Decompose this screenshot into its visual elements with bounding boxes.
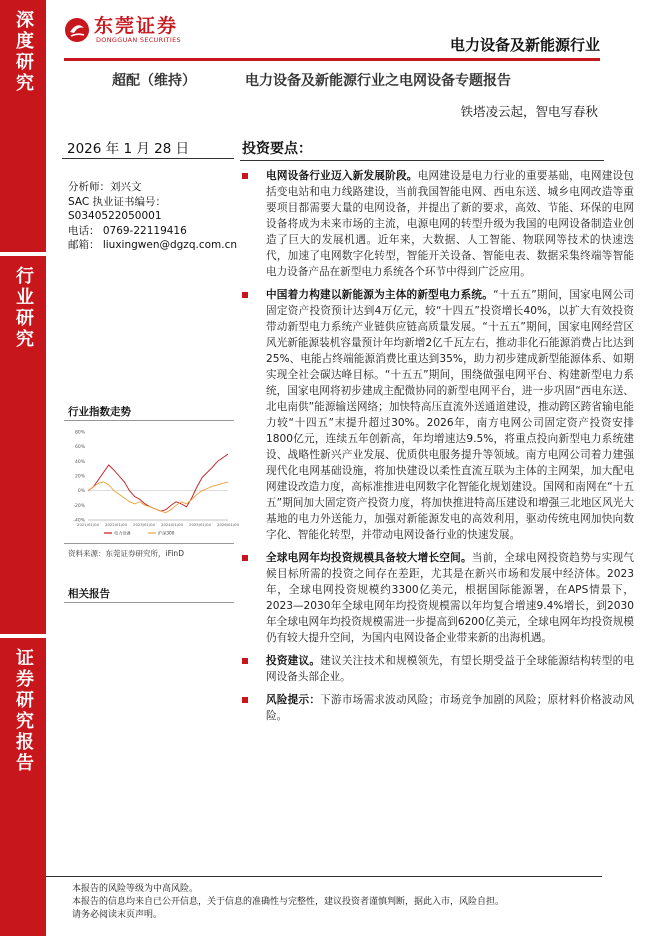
paragraph-lead: 电网设备行业迈入新发展阶段。 xyxy=(266,170,418,182)
sac-label: SAC 执业证书编号： xyxy=(68,195,167,208)
legend-label: 沪深300 xyxy=(158,530,175,536)
series-line xyxy=(88,482,228,513)
key-point-paragraph xyxy=(240,653,634,685)
industry-header: 电力设备及新能源行业 xyxy=(449,36,600,54)
bullet-icon xyxy=(242,697,248,703)
analyst-email: 邮箱： liuxingwen@dgzq.com.cn xyxy=(68,239,238,252)
x-tick-label: 2022/01/04 xyxy=(105,522,127,527)
x-tick-label: 2023/01/04 xyxy=(133,522,155,527)
analyst-name: 分析师：刘兴文 xyxy=(68,181,142,193)
related-reports-title: 相关报告 xyxy=(68,588,110,600)
footer-line: 本报告的风险等级为中高风险。 xyxy=(72,884,199,894)
header-divider xyxy=(64,58,600,61)
series-line xyxy=(88,454,228,511)
sidebar-deep-research xyxy=(0,0,46,252)
logo-text: 东莞证券 xyxy=(94,15,179,37)
keypoints-divider xyxy=(240,160,604,161)
y-tick-label: 0% xyxy=(77,489,85,495)
key-points-title: 投资要点： xyxy=(242,141,312,157)
company-logo xyxy=(64,16,181,44)
bullet-icon xyxy=(242,555,248,561)
sac-number: S0340522050001 xyxy=(68,210,162,223)
logo-mark-icon xyxy=(64,17,90,43)
bullet-icon xyxy=(242,292,248,298)
paragraph-text: 建议关注技术和规模领先，有望长期受益于全球能源结构转型的电网设备头部企业。 xyxy=(266,655,635,683)
footer-divider xyxy=(46,876,602,877)
legend-label: 电力设备 xyxy=(114,530,131,536)
analyst-info xyxy=(68,180,238,253)
sidebar-securities-report xyxy=(0,638,46,936)
chart-source: 资料来源：东莞证券研究所，iFinD xyxy=(68,549,184,558)
paragraph-lead: 投资建议。 xyxy=(266,655,321,667)
y-tick-label: 80% xyxy=(74,430,85,436)
y-tick-label: 20% xyxy=(74,474,85,480)
sidebar-label: 证券研究报告 xyxy=(13,648,34,774)
paragraph-text: 电网建设是电力行业的重要基础，电网建设包括变电站和电力线路建设，当前我国智能电网、西电东送、城乡电网改造等重要项目都需要大量的电网设备，并提出了新的要求，高效、节能、环保的电网设备将成为未来市场的主流，电源电网的转型升级为我国的电网设备制造业创造了巨大的发展机遇。近年来，大数据、人工智能、物联网等技术的快速迭代，加速了电网数字化转型，智能开关设备、智能电表、数据采集终端等智能电力设备产品在新型电力系统各个环节中得到广泛应用。 xyxy=(266,170,635,278)
bullet-icon xyxy=(242,658,248,664)
chart-bottom-divider xyxy=(64,543,234,544)
y-tick-label: 40% xyxy=(74,459,85,465)
paragraph-text: 下游市场需求波动风险；市场竞争加剧的风险；原材料价格波动风险。 xyxy=(266,694,635,722)
logo-subtext: DONGGUAN SECURITIES xyxy=(96,36,181,44)
x-tick-label: 2021/01/04 xyxy=(77,522,99,527)
key-point-paragraph xyxy=(240,692,634,724)
sidebar-label: 深度研究 xyxy=(13,10,34,94)
index-chart-title: 行业指数走势 xyxy=(68,406,131,418)
y-tick-label: -40% xyxy=(73,518,85,524)
y-tick-label: 60% xyxy=(74,445,85,451)
analyst-phone: 电话： 0769-22119416 xyxy=(68,224,187,237)
x-tick-label: 2024/01/04 xyxy=(161,522,183,527)
paragraph-text: 当前，全球电网投资趋势与实现气候目标所需的投资之间存在差距，尤其是在新兴市场和发展中经济体。2023年，全球电网投资规模约3300亿美元，根据国际能源署，在APS情景下，2023—2030年全球电网年均投资规模需以年均复合增速9.4%增长，到2030年全球电网年均投资规模需进一步提高到6200亿美元，全球电网年均投资规模仍有较大提升空间，为国内电网设备企业带来新的出海机遇。 xyxy=(266,552,635,644)
x-tick-label: 2026/01/04 xyxy=(217,522,239,527)
footer-line: 本报告的信息均来自已公开信息，关于信息的准确性与完整性，建议投资者谨慎判断，据此入市，风险自担。 xyxy=(72,897,505,907)
sidebar-industry-research xyxy=(0,256,46,634)
date-divider xyxy=(62,158,234,159)
report-date: 2026 年 1 月 28 日 xyxy=(67,141,190,157)
key-point-paragraph xyxy=(240,168,634,280)
key-point-paragraph xyxy=(240,550,634,646)
report-subtitle: 铁塔凌云起，智电写春秋 xyxy=(460,104,598,119)
sidebar-label: 行业研究 xyxy=(13,266,34,350)
related-divider xyxy=(64,602,234,603)
footer xyxy=(72,883,504,922)
paragraph-lead: 中国着力构建以新能源为主体的新型电力系统。 xyxy=(266,289,494,301)
rating: 超配（维持） xyxy=(112,73,196,89)
y-tick-label: -20% xyxy=(73,503,85,509)
paragraph-text: “十五五”期间，国家电网公司固定资产投资预计达到4万亿元，较“十四五”投资增长40%，以扩大有效投资带动新型电力系统产业链供应链高质量发展。“十五五”期间，国家电网经营区风光新能源装机容量预计年均新增2亿千瓦左右，推动非化石能源消费占比达到25%、电能占终端能源消费比重达到35%，助力初步建成新型能源体系、如期实现全社会碳达峰目标。“十五五”期间，围绕做强电网平台、构建新型电力系统，国家电网将初步建成主配微协同的新型电网平台，进一步巩固“西电东送、北电南供”能源输送网络；加快特高压直流外送通道建设，推动跨区跨省输电能力较“十四五”末提升超过30%。2026年，南方电网公司固定资产投资安排1800亿元，连续五年创新高，年均增速达9.5%，将重点投向新型电力系统建设、战略性新兴产业发展、优质供电服务提升等领域。南方电网公司着力建强现代化电网基础设施，将加快建设以柔性直流互联为主体的主网架，加大配电网建设改造力度，高标准推进电网数字化智能化规划建设。国网和南网在“十五五”期间加大固定资产投资力度，将加快推进特高压建设和增强三北地区风光大基地的电力外送能力，加强对新能源发电的高效利用，驱动传统电网加快向数字化、智能化转型，并带动电网设备行业的快速发展。 xyxy=(266,289,635,541)
key-points-body xyxy=(240,168,634,731)
key-point-paragraph xyxy=(240,287,634,543)
index-trend-chart xyxy=(64,420,239,540)
bullet-icon xyxy=(242,173,248,179)
report-title: 电力设备及新能源行业之电网设备专题报告 xyxy=(245,73,511,89)
paragraph-lead: 全球电网年均投资规模具备较大增长空间。 xyxy=(266,552,472,564)
x-tick-label: 2025/01/04 xyxy=(189,522,211,527)
paragraph-lead: 风险提示： xyxy=(266,694,321,706)
footer-line: 请务必阅读末页声明。 xyxy=(72,910,163,920)
